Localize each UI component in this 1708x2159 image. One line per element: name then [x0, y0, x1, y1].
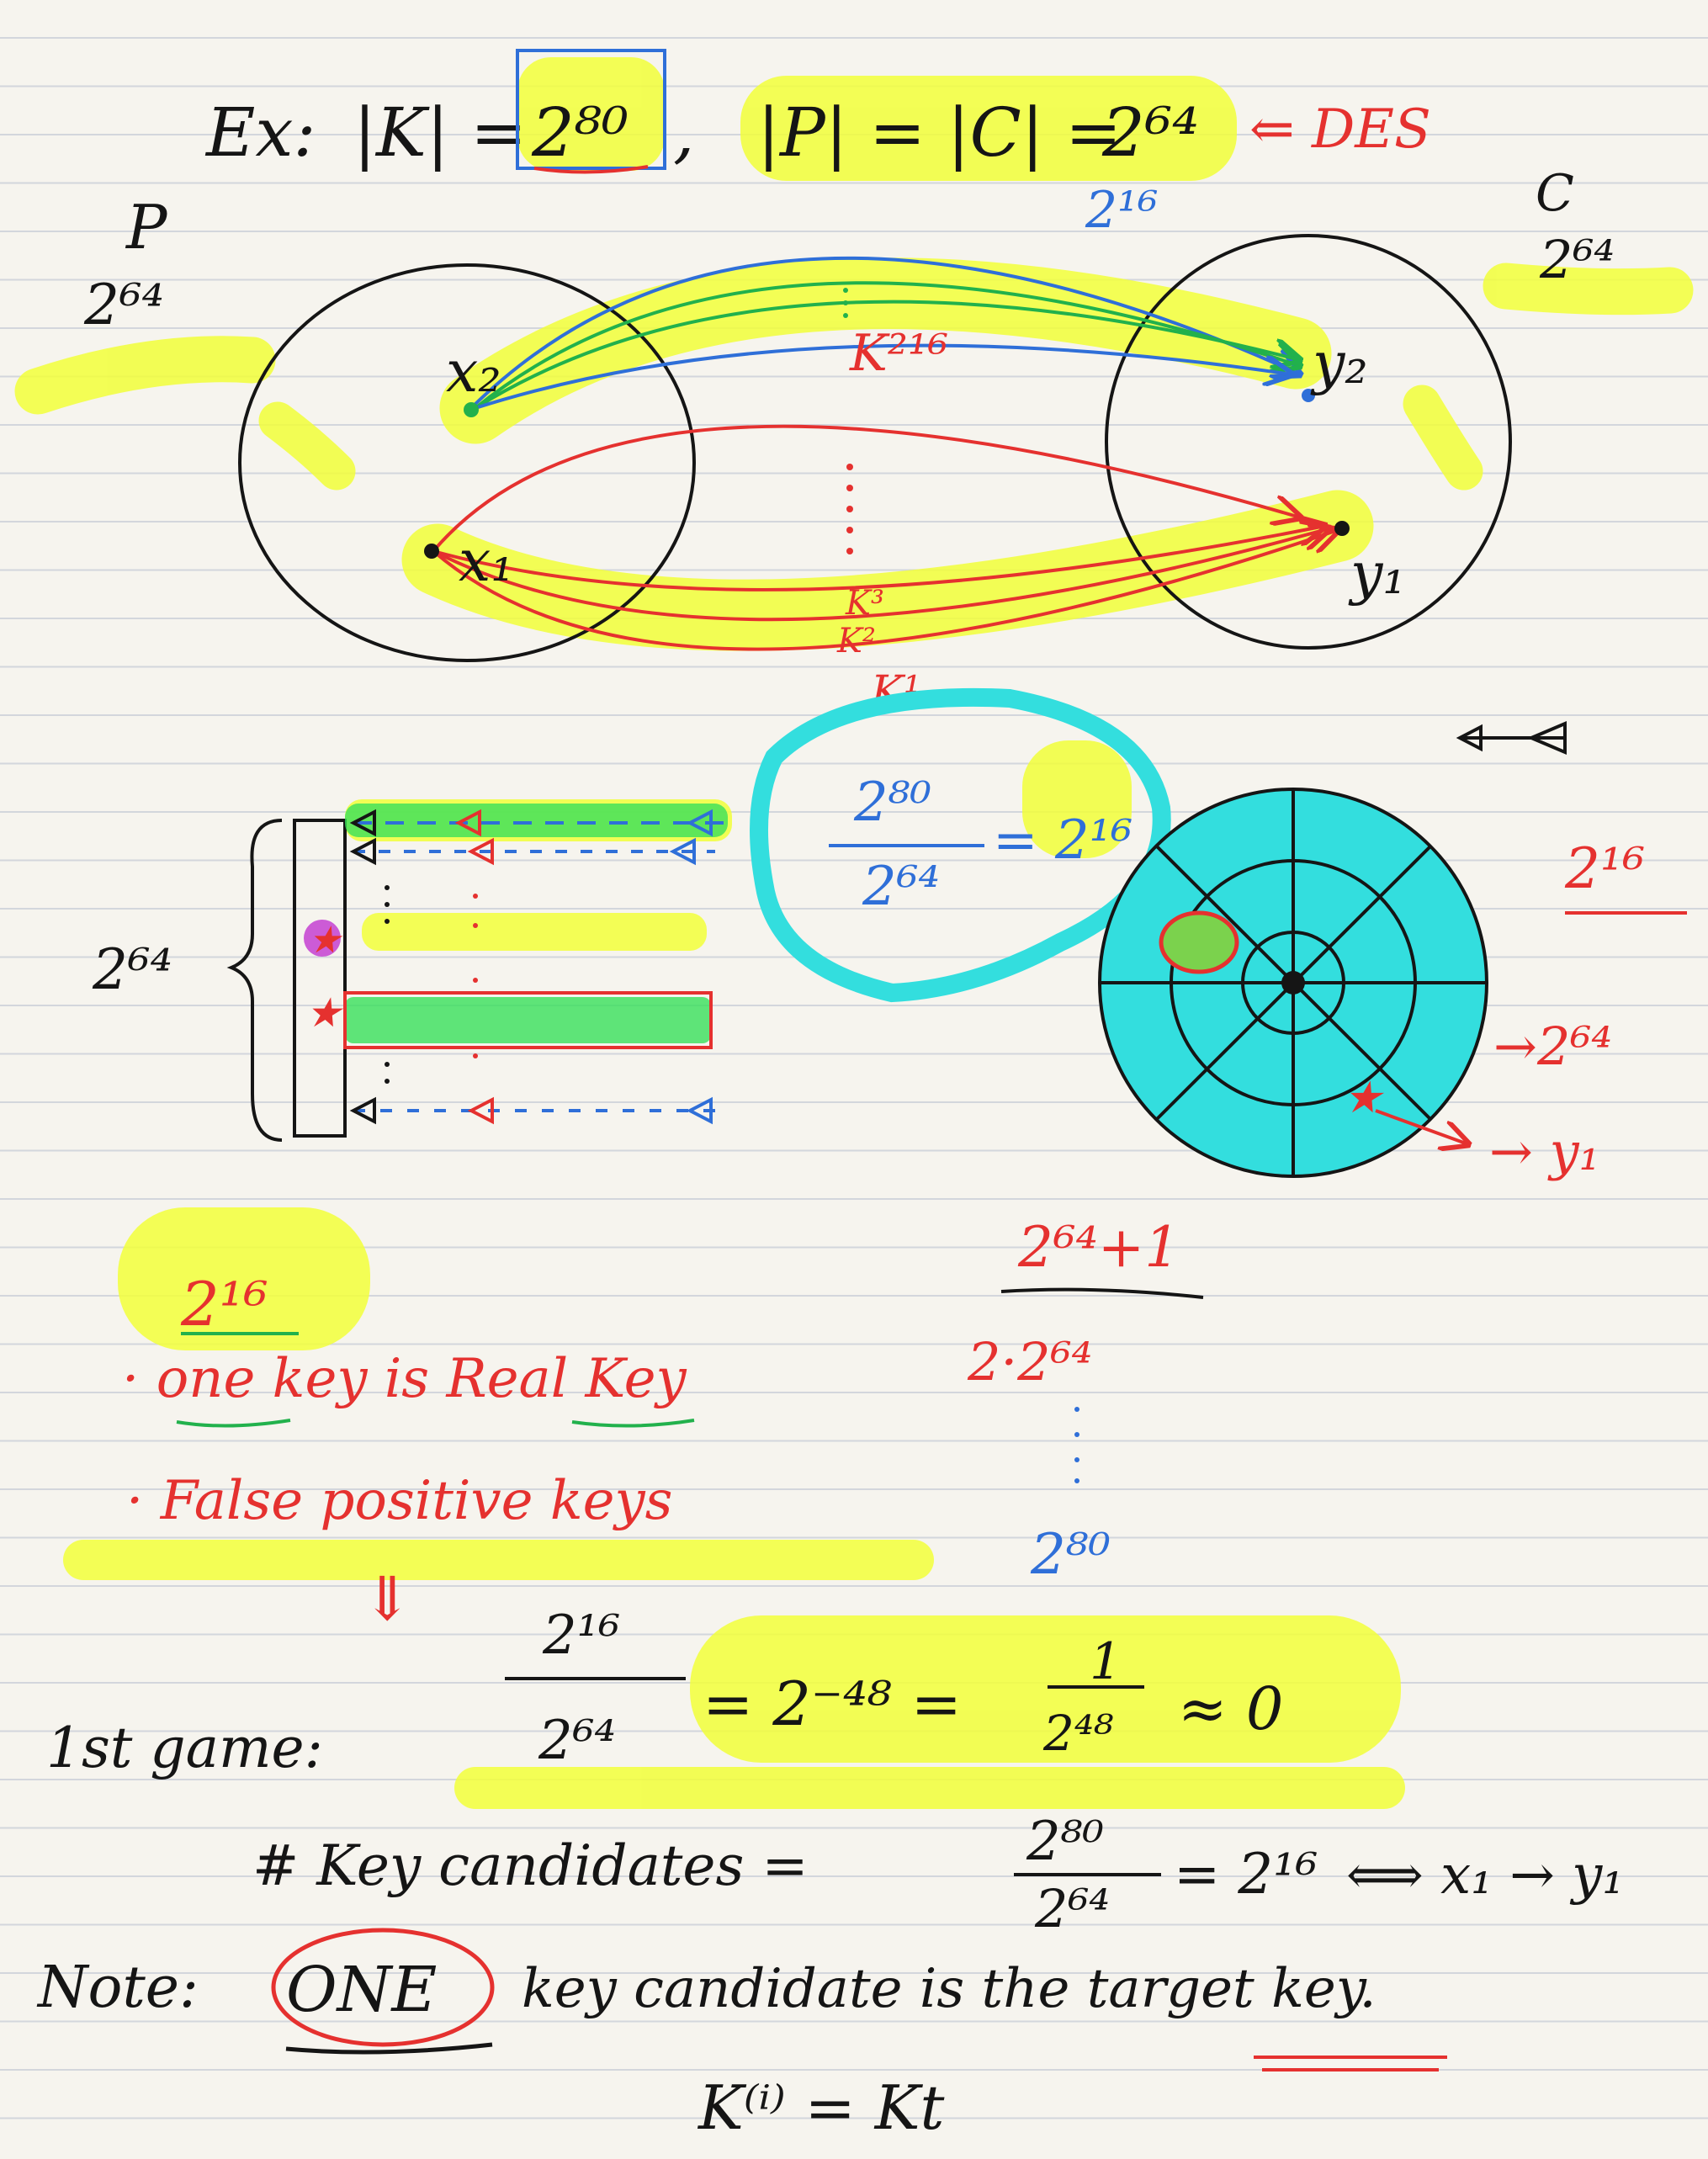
game-equation: = 2⁻⁴⁸ =: [703, 1668, 962, 1739]
block-size: 2⁶⁴: [1102, 93, 1200, 172]
y2-label: y₂: [1313, 331, 1368, 397]
block-space-label: |P| = |C| =: [757, 93, 1122, 172]
star-icon-target: ★: [305, 989, 342, 1037]
key-k3: K³: [846, 584, 884, 623]
candidates-mapping: ⟺ x₁ → y₁: [1346, 1844, 1624, 1907]
star-icon-upper: ★: [308, 919, 342, 962]
highlight-game-underline: [454, 1767, 1405, 1809]
x2-label: x₂: [446, 339, 501, 406]
blue-count: 2¹⁶: [1085, 181, 1159, 240]
game-label: 1st game:: [46, 1716, 323, 1780]
note-formula: K⁽ⁱ⁾ = Kt: [698, 2072, 945, 2143]
dartboard-center: [1281, 971, 1305, 995]
note-label: Note:: [38, 1955, 199, 2021]
keys-count: 2¹⁶: [181, 1269, 268, 1339]
key-k1: K¹: [871, 667, 921, 718]
key-space-label: |K| =: [353, 93, 528, 172]
game-approx: ≈ 0: [1178, 1674, 1284, 1743]
ratio-result: = 2¹⁶: [993, 809, 1132, 872]
p-size: 2⁶⁴: [84, 273, 164, 337]
candidates-result: = 2¹⁶: [1174, 1842, 1318, 1907]
game-denominator-2: 2⁴⁸: [1043, 1705, 1114, 1762]
ex-label: Ex:: [206, 93, 316, 172]
x1-label: x₁: [459, 528, 514, 595]
implies-arrow: ⇓: [362, 1563, 413, 1634]
right-count: 2¹⁶: [1565, 836, 1645, 901]
c-label: C: [1536, 164, 1574, 223]
game-denominator: 2⁶⁴: [538, 1710, 617, 1772]
table-size-label: 2⁶⁴: [93, 937, 172, 1002]
game-one: 1: [1090, 1632, 1122, 1691]
real-key-mark: [1161, 913, 1237, 972]
key-k2: K²: [837, 622, 876, 660]
header-separator: ,: [673, 93, 695, 172]
candidates-numerator: 2⁸⁰: [1026, 1811, 1105, 1873]
frac-tail: 2⁸⁰: [1031, 1522, 1111, 1587]
x1-point: [424, 544, 439, 559]
y1-label: y₁: [1350, 541, 1406, 607]
target-y1: → y₁: [1489, 1121, 1600, 1182]
frac-numerator: 2⁶⁴+1: [1018, 1215, 1180, 1280]
red-count: K²¹⁶: [850, 324, 948, 383]
ring-size: →2⁶⁴: [1493, 1016, 1613, 1077]
ratio-numerator: 2⁸⁰: [854, 772, 932, 834]
candidates-denominator: 2⁶⁴: [1035, 1878, 1111, 1939]
c-size: 2⁶⁴: [1540, 229, 1615, 290]
target-star-icon: ★: [1343, 1073, 1382, 1123]
highlight-table-row-mid: [362, 913, 707, 951]
bullet-real-key: · one key is Real Key: [122, 1348, 687, 1410]
candidates-label: # Key candidates =: [252, 1833, 809, 1898]
ratio-denominator: 2⁶⁴: [862, 856, 941, 918]
game-numerator: 2¹⁶: [543, 1605, 621, 1667]
note-one: ONE: [286, 1954, 438, 2026]
table-row-green-top: [345, 804, 728, 837]
key-size: 2⁸⁰: [532, 93, 629, 172]
note-rest: key candidate is the target key.: [522, 1958, 1376, 2020]
bullet-false-positive: · False positive keys: [126, 1470, 673, 1532]
highlight-false-positive: [63, 1540, 934, 1580]
y1-point: [1334, 521, 1350, 536]
frac-denominator: 2·2⁶⁴: [968, 1331, 1093, 1392]
p-label: P: [126, 192, 167, 263]
table-row-green-target: [345, 997, 711, 1043]
des-note: ⇐ DES: [1249, 98, 1431, 161]
